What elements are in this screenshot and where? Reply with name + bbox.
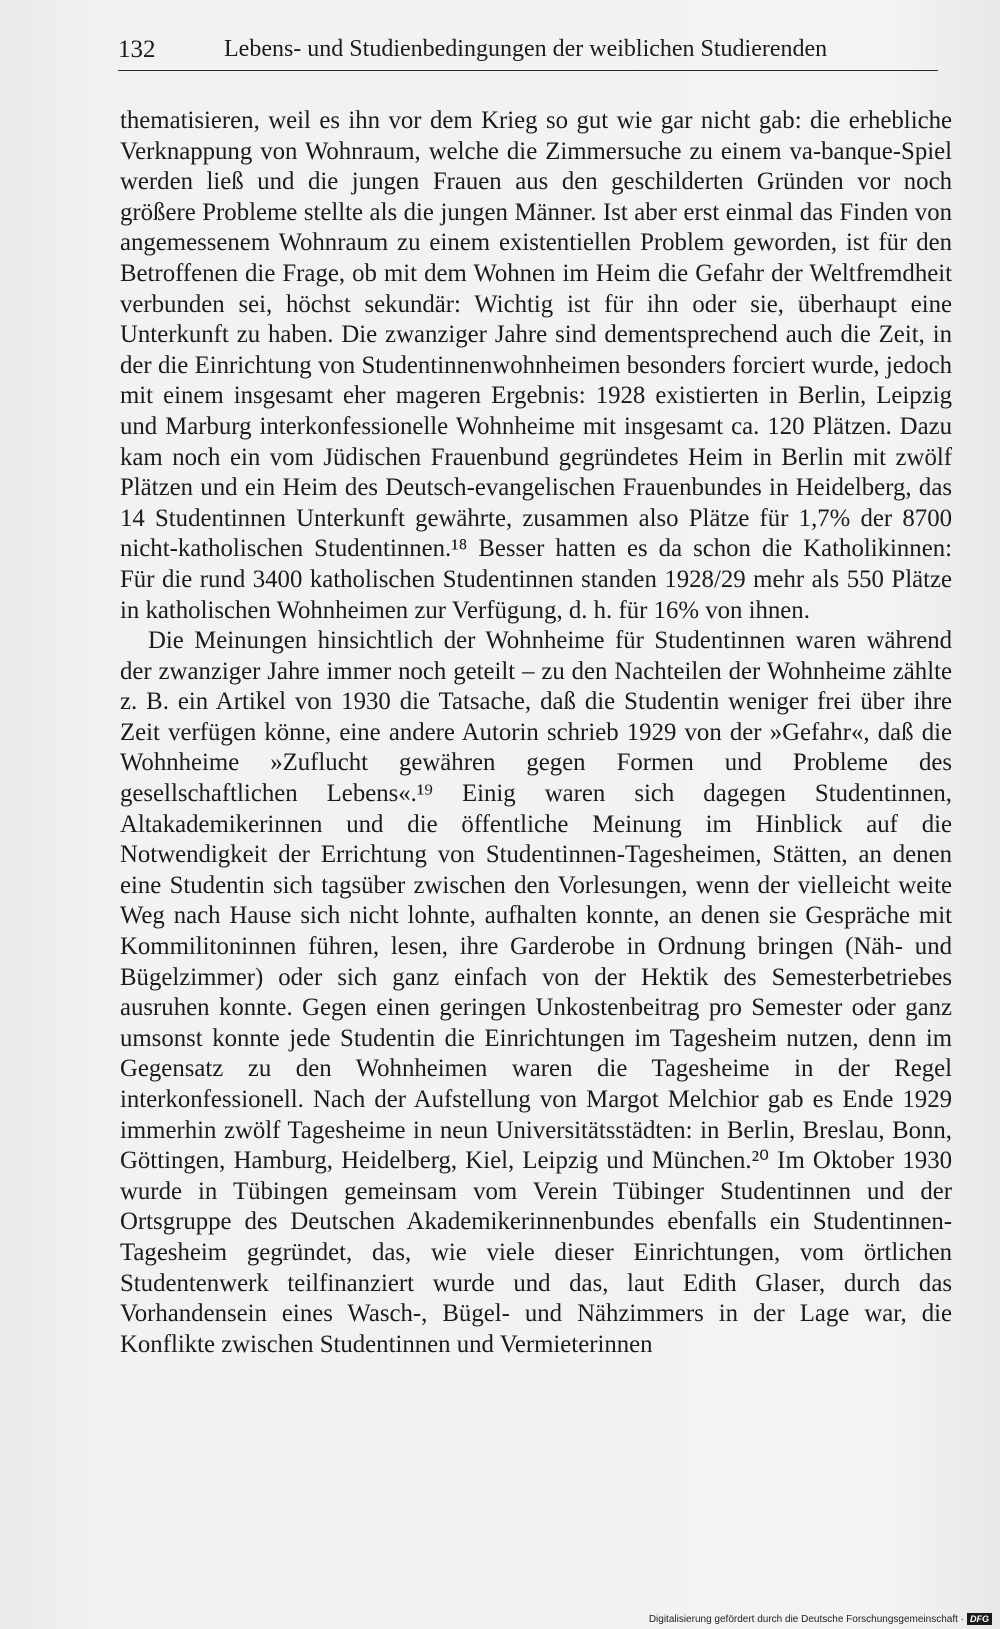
- page-header: [118, 36, 938, 71]
- page-number: 132: [118, 36, 156, 63]
- paragraph-1: thematisieren, weil es ihn vor dem Krieg so gut wie gar nicht gab: die erhebliche Verknappung von Wohnraum, welche die Zimmersuche zu einem va-banque-Spiel werden ließ und die jungen Frauen aus den geschilderten Gründen vor noch größere Probleme stellte als die jungen Männer. Ist aber erst einmal das Finden von angemessenem Wohnraum zu einem existentiellen Problem geworden, ist für den Betroffenen die Frage, ob mit dem Wohnen im Heim die Gefahr der Weltfremdheit verbunden sei, höchst sekundär: Wichtig ist für ihn oder sie, überhaupt eine Unterkunft zu haben. Die zwanziger Jahre sind dementsprechend auch die Zeit, in der die Einrichtung von Studentinnenwohnheimen besonders forciert wurde, jedoch mit einem insgesamt eher mageren Ergebnis: 1928 existierten in Berlin, Leipzig und Marburg interkonfessionelle Wohnheime mit insgesamt ca. 120 Plätzen. Dazu kam noch ein vom Jüdischen Frauenbund gegründetes Heim in Berlin mit zwölf Plätzen und ein Heim des Deutsch-evangelischen Frauenbundes in Heidelberg, das 14 Studentinnen Unterkunft gewährte, zusammen also Plätze für 1,7% der 8700 nicht-katholischen Studentinnen.¹⁸ Besser hatten es da schon die Katholikinnen: Für die rund 3400 katholischen Studentinnen standen 1928/29 mehr als 550 Plätze in katholischen Wohnheimen zur Verfügung, d. h. für 16% von ihnen.: [120, 107, 952, 624]
- dfg-logo: DFG: [967, 1613, 992, 1625]
- running-title: Lebens- und Studienbedingungen der weiblichen Studierenden: [224, 36, 828, 62]
- digitization-note: Digitalisierung gefördert durch die Deutsche Forschungsgemeinschaft ·: [648, 1613, 964, 1625]
- paragraph-2: Die Meinungen hinsichtlich der Wohnheime für Studentinnen waren während der zwanziger Jahre immer noch geteilt – zu den Nachteilen der Wohnheime zählte z. B. ein Artikel von 1930 die Tatsache, daß die Studentin weniger frei über ihre Zeit verfügen könne, eine andere Autorin schrieb 1929 von der »Gefahr«, daß die Wohnheime »Zuflucht gewähren gegen Formen und Probleme des gesellschaftlichen Lebens«.¹⁹ Einig waren sich dagegen Studentinnen, Altakademikerinnen und die öffentliche Meinung im Hinblick auf die Notwendigkeit der Errichtung von Studentinnen-Tagesheimen, Stätten, an denen eine Studentin sich tagsüber zwischen den Vorlesungen, wenn der vielleicht weite Weg nach Hause sich nicht lohnte, aufhalten konnte, an denen sie Gespräche mit Kommilitoninnen führen, lesen, ihre Garderobe in Ordnung bringen (Näh- und Bügelzimmer) oder sich ganz einfach von der Hektik des Semesterbetriebes ausruhen konnte. Gegen einen geringen Unkostenbeitrag pro Semester oder ganz umsonst konnte jede Studentin die Einrichtungen im Tagesheim nutzen, denn im Gegensatz zu den Wohnheimen waren die Tagesheime in der Regel interkonfessionell. Nach der Aufstellung von Margot Melchior gab es Ende 1929 immerhin zwölf Tagesheime in neun Universitätsstädten: in Berlin, Breslau, Bonn, Göttingen, Hamburg, Heidelberg, Kiel, Leipzig und München.²⁰ Im Oktober 1930 wurde in Tübingen gemeinsam vom Verein Tübinger Studentinnen und der Ortsgruppe des Deutschen Akademikerinnenbundes ebenfalls ein Studentinnen-Tagesheim gegründet, das, wie viele dieser Einrichtungen, vom örtlichen Studentenwerk teilfinanziert wurde und das, laut Edith Glaser, durch das Vorhandensein eines Wasch-, Bügel- und Nähzimmers in der Lage war, die Konflikte zwischen Studentinnen und Vermieterinnen: [120, 627, 952, 1358]
- body-text: [120, 106, 952, 1360]
- digitization-footer: [649, 1613, 992, 1625]
